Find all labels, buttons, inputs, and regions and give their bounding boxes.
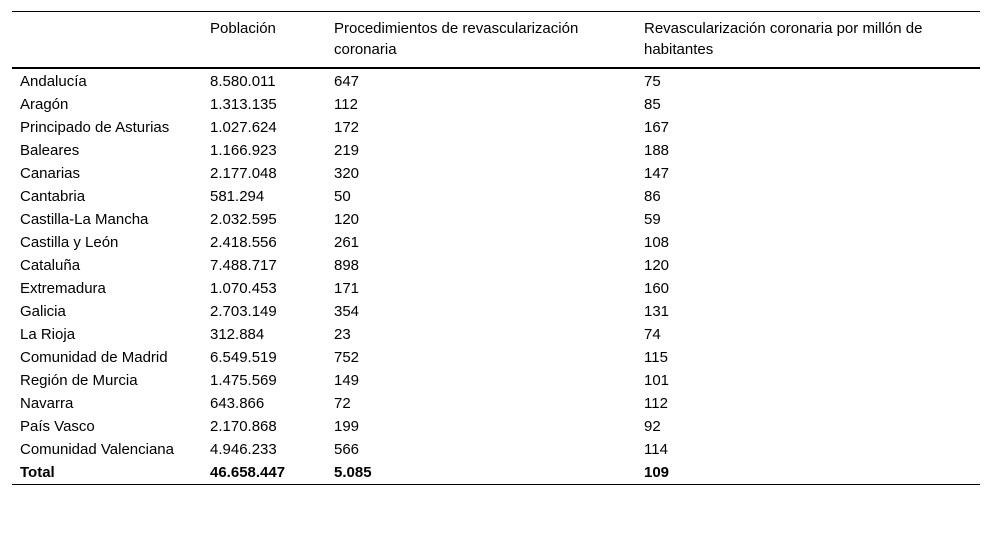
- cell-region: Canarias: [20, 165, 81, 182]
- cell-region: Baleares: [20, 142, 80, 159]
- cell-procedures: 354: [334, 303, 360, 320]
- cell-per-million: 85: [644, 96, 661, 113]
- cell-procedures: 898: [334, 257, 360, 274]
- cell-procedures: 566: [334, 441, 360, 458]
- cell-region: La Rioja: [20, 326, 76, 343]
- table-container: [12, 11, 980, 485]
- cell-region: Comunidad Valenciana: [20, 441, 174, 458]
- table-row: [12, 254, 980, 277]
- total-per-million: 109: [644, 464, 670, 481]
- table-row: [12, 68, 980, 93]
- cell-population: 1.475.569: [210, 372, 277, 389]
- cell-region: Andalucía: [20, 73, 87, 90]
- cell-region: Región de Murcia: [20, 372, 138, 389]
- revascularization-table: [12, 11, 980, 485]
- cell-region: Comunidad de Madrid: [20, 349, 168, 366]
- total-procedures: 5.085: [334, 464, 372, 481]
- cell-region: Navarra: [20, 395, 74, 412]
- cell-per-million: 74: [644, 326, 661, 343]
- table-row: [12, 162, 980, 185]
- cell-region: Extremadura: [20, 280, 106, 297]
- total-row: [12, 461, 980, 485]
- cell-population: 2.418.556: [210, 234, 277, 251]
- table-row: [12, 208, 980, 231]
- table-row: [12, 346, 980, 369]
- cell-region: País Vasco: [20, 418, 95, 435]
- cell-procedures: 219: [334, 142, 360, 159]
- cell-region: Galicia: [20, 303, 66, 320]
- cell-population: 4.946.233: [210, 441, 277, 458]
- cell-population: 2.170.868: [210, 418, 277, 435]
- cell-procedures: 112: [334, 96, 358, 113]
- header-per-million: Revascularización coronaria por millón de habitantes: [644, 20, 923, 58]
- table-row: [12, 277, 980, 300]
- cell-population: 581.294: [210, 188, 265, 205]
- table-row: [12, 392, 980, 415]
- table-row: [12, 185, 980, 208]
- cell-population: 312.884: [210, 326, 265, 343]
- table-row: [12, 231, 980, 254]
- table-row: [12, 438, 980, 461]
- cell-procedures: 647: [334, 73, 360, 90]
- cell-per-million: 131: [644, 303, 670, 320]
- cell-per-million: 114: [644, 441, 668, 458]
- cell-region: Castilla y León: [20, 234, 119, 251]
- cell-procedures: 172: [334, 119, 360, 136]
- cell-population: 1.070.453: [210, 280, 277, 297]
- cell-region: Castilla-La Mancha: [20, 211, 149, 228]
- cell-procedures: 120: [334, 211, 360, 228]
- cell-procedures: 199: [334, 418, 360, 435]
- cell-population: 1.027.624: [210, 119, 277, 136]
- header-row: [12, 12, 980, 69]
- cell-population: 2.032.595: [210, 211, 277, 228]
- cell-population: 1.313.135: [210, 96, 277, 113]
- table-body: [12, 68, 980, 485]
- cell-per-million: 86: [644, 188, 661, 205]
- table-row: [12, 369, 980, 392]
- table-row: [12, 139, 980, 162]
- cell-per-million: 188: [644, 142, 670, 159]
- header-procedures: Procedimientos de revascularización coronaria: [334, 20, 579, 58]
- cell-region: Cataluña: [20, 257, 81, 274]
- cell-per-million: 160: [644, 280, 670, 297]
- cell-per-million: 108: [644, 234, 670, 251]
- cell-population: 7.488.717: [210, 257, 277, 274]
- cell-population: 2.177.048: [210, 165, 277, 182]
- cell-population: 1.166.923: [210, 142, 277, 159]
- table-row: [12, 93, 980, 116]
- cell-region: Principado de Asturias: [20, 119, 170, 136]
- cell-per-million: 112: [644, 395, 668, 412]
- header-region: [12, 12, 202, 69]
- table-row: [12, 116, 980, 139]
- cell-population: 2.703.149: [210, 303, 277, 320]
- total-population: 46.658.447: [210, 464, 286, 481]
- cell-per-million: 75: [644, 73, 661, 90]
- cell-procedures: 261: [334, 234, 360, 251]
- cell-population: 643.866: [210, 395, 265, 412]
- header-population: Población: [210, 20, 276, 37]
- cell-per-million: 167: [644, 119, 670, 136]
- cell-procedures: 50: [334, 188, 351, 205]
- cell-procedures: 752: [334, 349, 360, 366]
- cell-procedures: 149: [334, 372, 360, 389]
- cell-procedures: 171: [334, 280, 360, 297]
- total-label: Total: [20, 464, 55, 481]
- cell-per-million: 92: [644, 418, 661, 435]
- cell-per-million: 101: [644, 372, 670, 389]
- cell-per-million: 115: [644, 349, 668, 366]
- cell-region: Cantabria: [20, 188, 86, 205]
- table-row: [12, 323, 980, 346]
- cell-population: 6.549.519: [210, 349, 277, 366]
- cell-region: Aragón: [20, 96, 69, 113]
- cell-per-million: 59: [644, 211, 661, 228]
- cell-procedures: 23: [334, 326, 351, 343]
- cell-population: 8.580.011: [210, 73, 276, 90]
- table-row: [12, 415, 980, 438]
- cell-procedures: 320: [334, 165, 360, 182]
- cell-per-million: 147: [644, 165, 670, 182]
- cell-per-million: 120: [644, 257, 670, 274]
- cell-procedures: 72: [334, 395, 351, 412]
- table-row: [12, 300, 980, 323]
